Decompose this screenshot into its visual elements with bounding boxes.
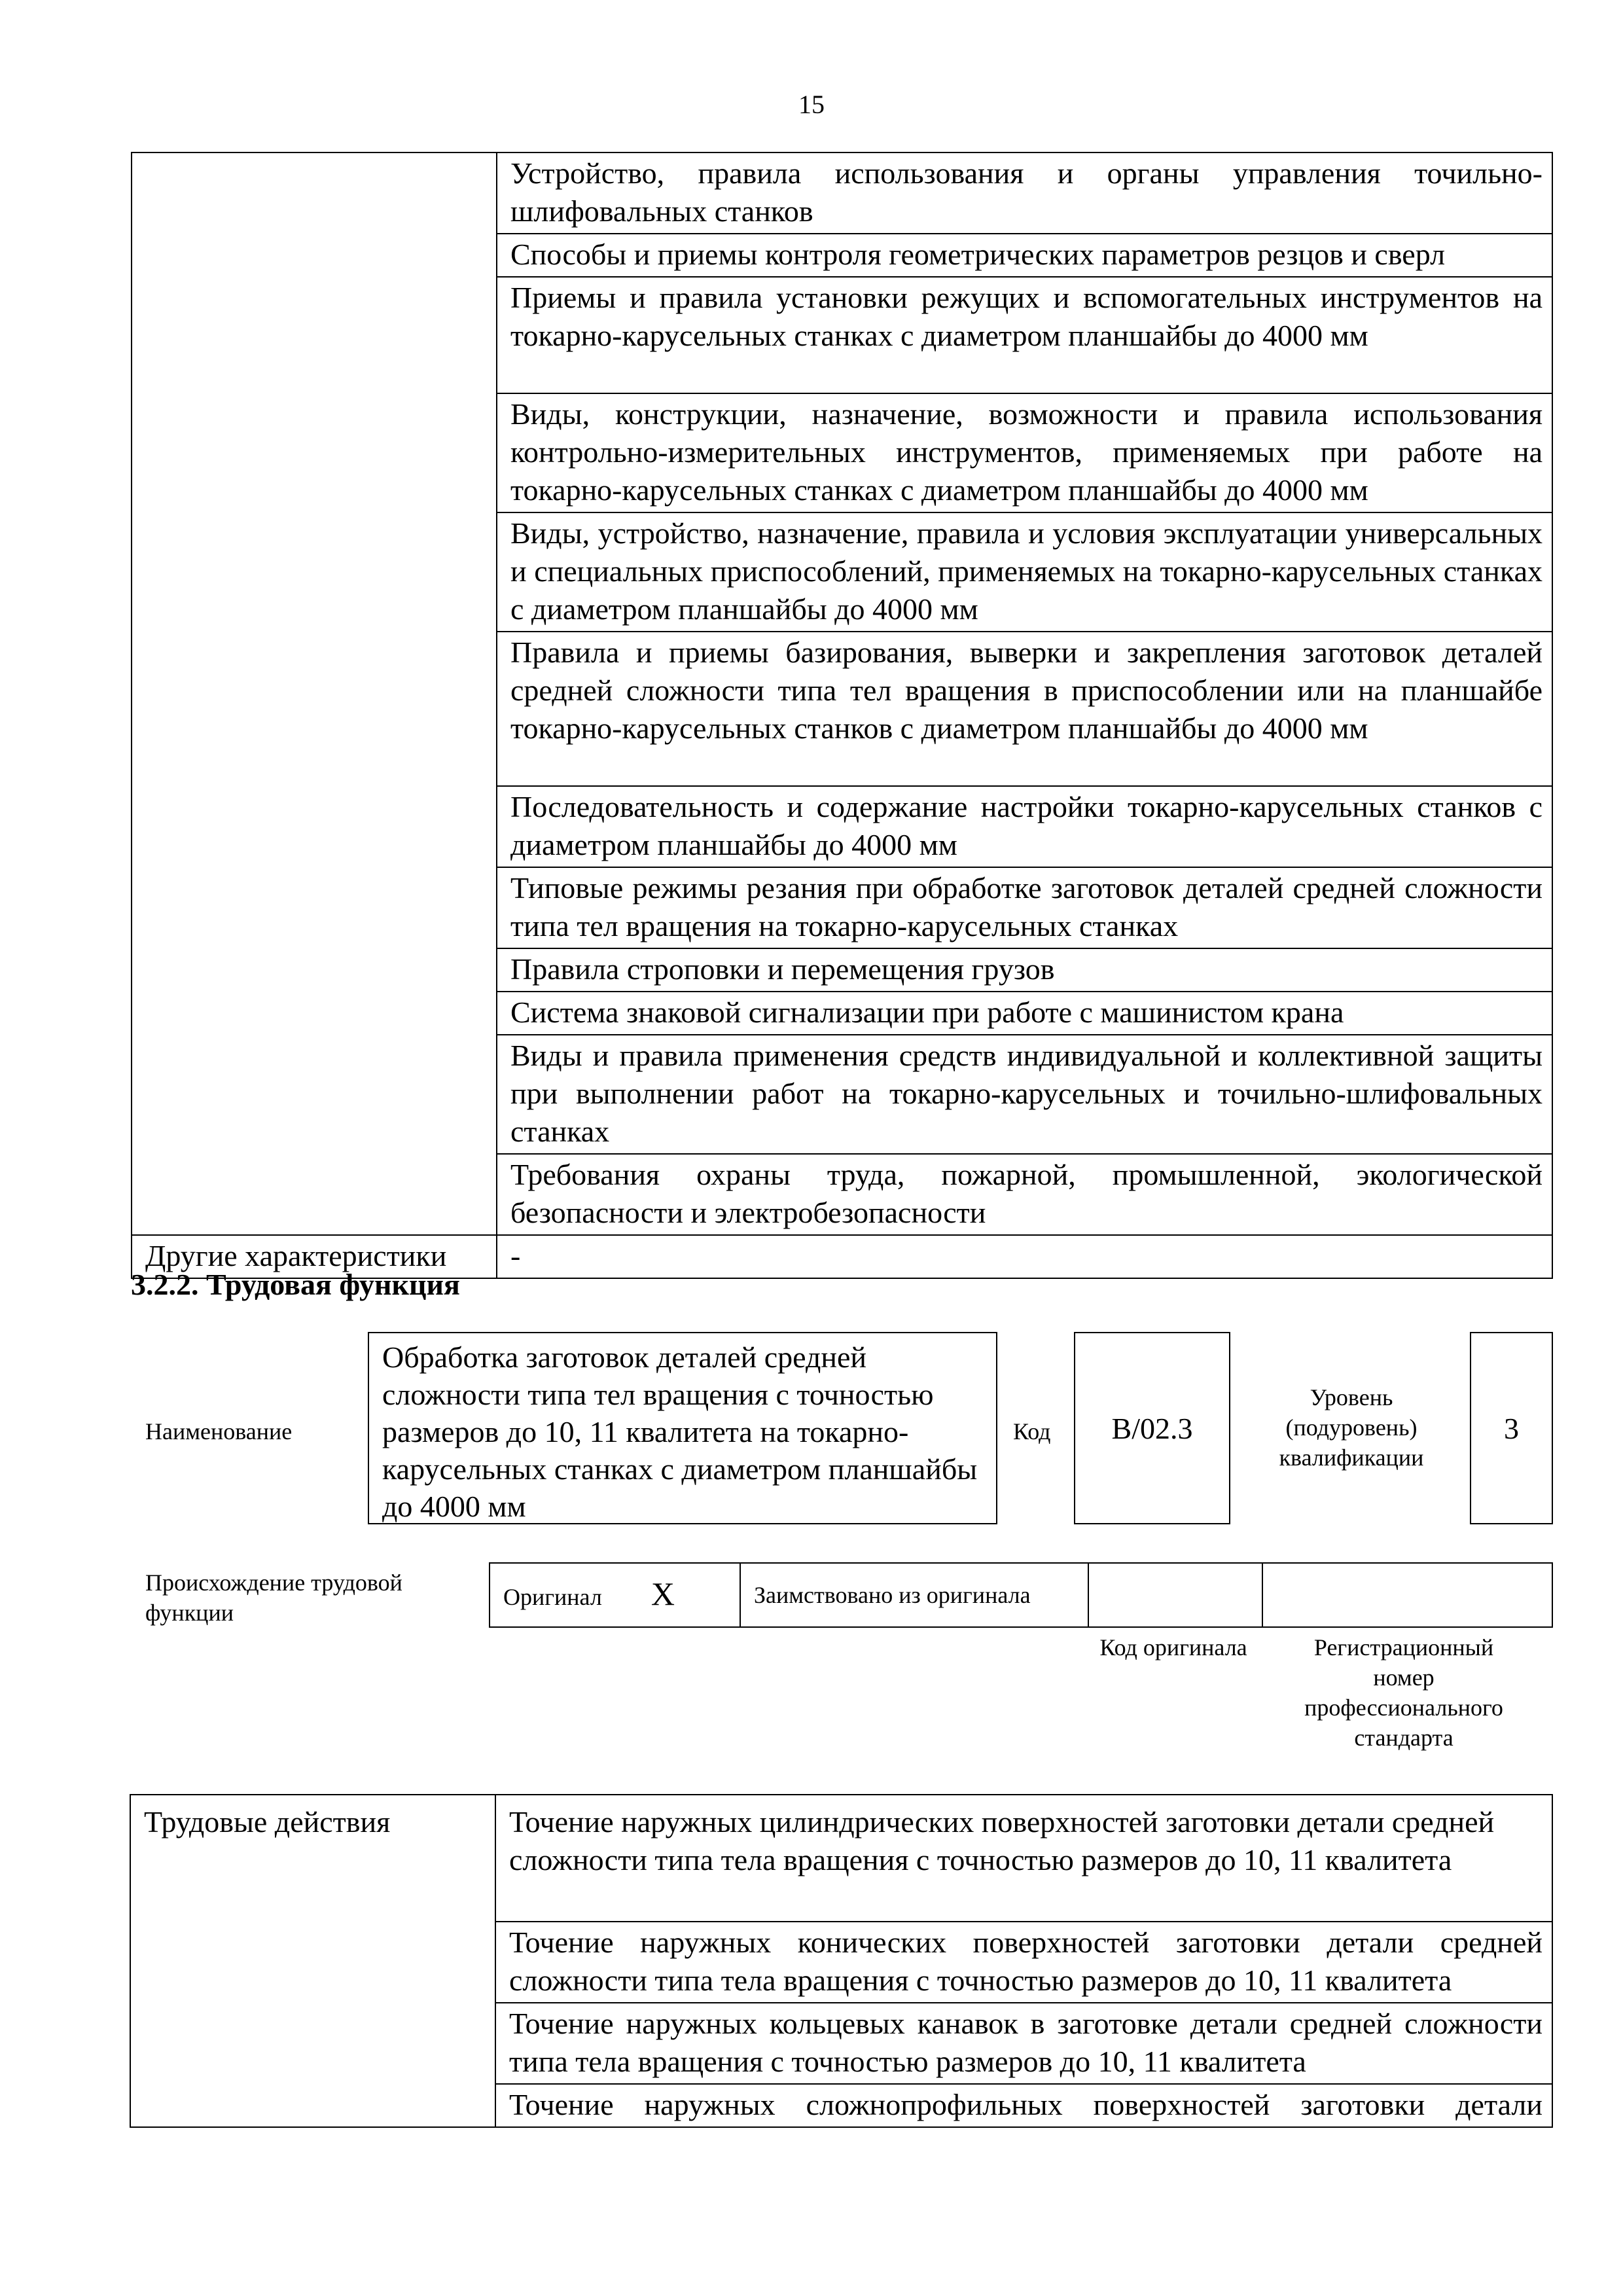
actions-table [130,1794,1553,2128]
knowledge-table [131,152,1553,1279]
knowledge-item: Виды, устройство, назначение, правила и условия эксплуатации универсальных и специальных приспособлений, применяемых на токарно-карусельных станках с диаметром планшайбы до 4000 мм [497,512,1552,632]
actions-label: Трудовые действия [130,1795,495,2127]
knowledge-item: Типовые режимы резания при обработке заготовок деталей средней сложности типа тел вращения на токарно-карусельных станках [497,867,1552,948]
knowledge-item: Устройство, правила использования и органы управления точильно-шлифовальных станков [497,152,1552,234]
action-item: Точение наружных цилиндрических поверхностей заготовки детали средней сложности типа тела вращения с точностью размеров до 10, 11 квалитета [495,1795,1552,1922]
section-title: 3.2.2. Трудовая функция [131,1268,460,1301]
other-characteristics-label: Другие характеристики [132,1235,497,1278]
registration-number-caption: Регистрационный номер профессионального стандарта [1304,1634,1503,1751]
function-name-box: Обработка заготовок деталей средней сложности типа тел вращения с точностью размеров до 10, 11 квалитета на токарно-карусельных станках с диаметром планшайбы до 4000 мм [368,1332,997,1524]
original-label: Оригинал [503,1583,602,1610]
table-row [132,152,1552,234]
knowledge-item: Последовательность и содержание настройки токарно-карусельных станков с диаметром планшайбы до 4000 мм [497,786,1552,867]
other-characteristics-value: - [497,1235,1552,1278]
knowledge-item: Приемы и правила установки режущих и вспомогательных инструментов на токарно-карусельных станках с диаметром планшайбы до 4000 мм [497,277,1552,393]
knowledge-left-cell [132,152,497,1235]
action-item: Точение наружных кольцевых канавок в заготовке детали средней сложности типа тела вращения с точностью размеров до 10, 11 квалитета [495,2003,1552,2084]
action-item: Точение наружных конических поверхностей заготовки детали средней сложности типа тела вращения с точностью размеров до 10, 11 квалитета [495,1922,1552,2003]
borrowed-label: Заимствовано из оригинала [740,1563,1088,1627]
knowledge-item: Требования охраны труда, пожарной, промышленной, экологической безопасности и электробезопасности [497,1154,1552,1235]
knowledge-item: Система знаковой сигнализации при работе с машинистом крана [497,992,1552,1035]
origin-original-cell [490,1563,740,1627]
table-row [130,1795,1552,1922]
code-original-caption: Код оригинала [1099,1634,1247,1660]
page-number: 15 [798,90,825,119]
registration-number-cell [1262,1563,1552,1627]
original-mark: X [651,1575,675,1612]
name-label: Наименование [145,1418,293,1444]
origin-table [489,1562,1553,1628]
knowledge-item: Виды, конструкции, назначение, возможности и правила использования контрольно-измерительных инструментов, применяемых при работе на токарно-карусельных станках с диаметром планшайбы до 4000 мм [497,393,1552,512]
knowledge-item: Правила и приемы базирования, выверки и закрепления заготовок деталей средней сложности типа тел вращения в приспособлении или на планшайбе токарно-карусельных станков с диаметром планшайбы до 4000 мм [497,632,1552,786]
knowledge-item: Способы и приемы контроля геометрических параметров резцов и сверл [497,234,1552,277]
code-label: Код [1013,1418,1051,1444]
knowledge-item: Виды и правила применения средств индивидуальной и коллективной защиты при выполнении работ на токарно-карусельных и точильно-шлифовальных станках [497,1035,1552,1154]
function-code-box: B/02.3 [1074,1332,1230,1524]
knowledge-item: Правила строповки и перемещения грузов [497,948,1552,992]
qualification-level-label: Уровень (подуровень) квалификации [1279,1384,1424,1471]
original-code-cell [1088,1563,1262,1627]
action-item: Точение наружных сложнопрофильных поверхностей заготовки детали [495,2084,1552,2127]
table-row [490,1563,1552,1627]
origin-label: Происхождение трудовой функции [145,1570,402,1626]
qualification-level-box: 3 [1470,1332,1553,1524]
